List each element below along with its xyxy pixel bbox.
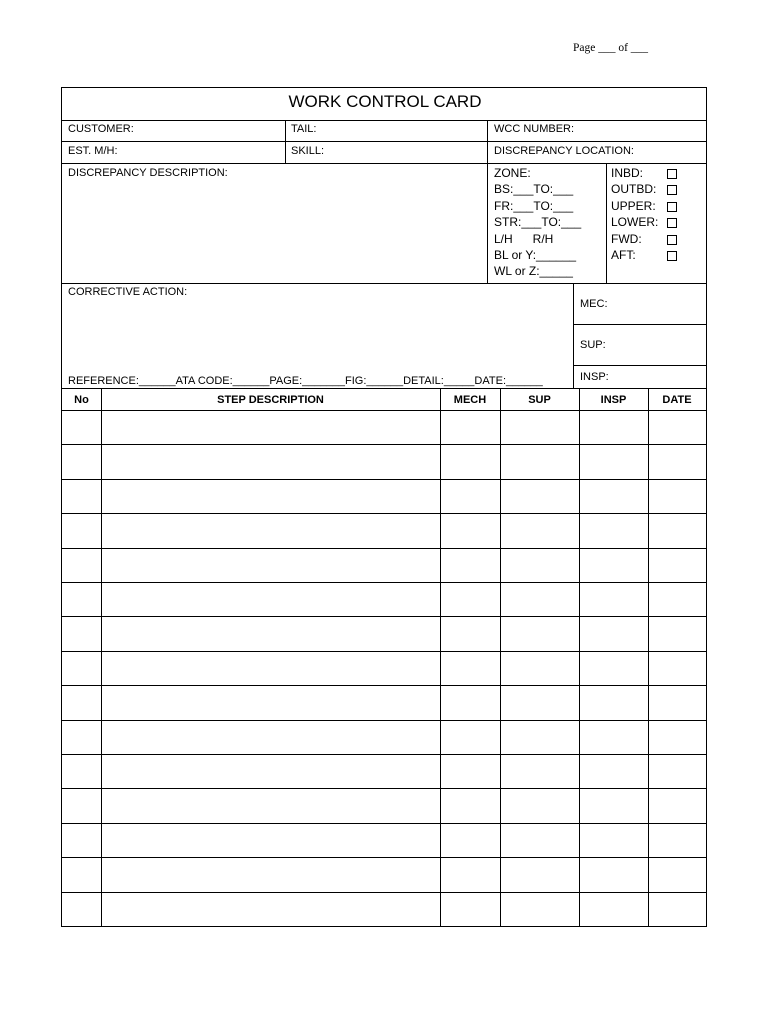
table-row xyxy=(62,548,706,582)
step-cell-insp[interactable] xyxy=(579,721,648,754)
step-cell-mech[interactable] xyxy=(440,617,500,650)
location-option-fwd xyxy=(611,231,703,247)
step-cell-mech[interactable] xyxy=(440,652,500,685)
step-cell-no[interactable] xyxy=(62,686,101,719)
table-row xyxy=(62,720,706,754)
column-header-insp: INSP xyxy=(600,394,627,406)
fwd-checkbox[interactable] xyxy=(667,235,677,245)
customer-label: CUSTOMER: xyxy=(68,123,134,135)
step-cell-step-description[interactable] xyxy=(101,549,440,582)
step-cell-insp[interactable] xyxy=(579,755,648,788)
step-cell-step-description[interactable] xyxy=(101,686,440,719)
step-cell-sup[interactable] xyxy=(500,445,579,478)
step-cell-date[interactable] xyxy=(648,410,706,444)
lower-checkbox[interactable] xyxy=(667,218,677,228)
zone-line: STR:___TO:___ xyxy=(494,215,582,230)
step-cell-no[interactable] xyxy=(62,789,101,822)
step-cell-step-description[interactable] xyxy=(101,858,440,891)
zone-block xyxy=(494,165,581,280)
step-cell-mech[interactable] xyxy=(440,686,500,719)
zone-line: FR:___TO:___ xyxy=(494,198,574,213)
aft-checkbox[interactable] xyxy=(667,251,677,261)
step-cell-sup[interactable] xyxy=(500,824,579,857)
step-cell-insp[interactable] xyxy=(579,549,648,582)
table-row xyxy=(62,410,706,444)
discrepancy-description-label: DISCREPANCY DESCRIPTION: xyxy=(68,167,228,179)
step-cell-insp[interactable] xyxy=(579,824,648,857)
step-cell-no[interactable] xyxy=(62,858,101,891)
location-option-label: OUTBD: xyxy=(611,182,657,197)
sup-signoff-label: SUP: xyxy=(580,339,606,351)
step-cell-no[interactable] xyxy=(62,893,101,926)
location-options xyxy=(611,165,703,263)
step-cell-mech[interactable] xyxy=(440,789,500,822)
step-cell-no[interactable] xyxy=(62,824,101,857)
step-cell-step-description[interactable] xyxy=(101,893,440,926)
step-cell-no[interactable] xyxy=(62,755,101,788)
step-cell-no[interactable] xyxy=(62,583,101,616)
discrepancy-location-label: DISCREPANCY LOCATION: xyxy=(494,145,634,157)
step-cell-no[interactable] xyxy=(62,410,101,444)
column-header-mech: MECH xyxy=(453,394,487,406)
location-option-inbd xyxy=(611,165,703,181)
step-cell-date[interactable] xyxy=(648,583,706,616)
step-cell-mech[interactable] xyxy=(440,721,500,754)
zone-line: L/H R/H xyxy=(494,231,554,246)
step-cell-date[interactable] xyxy=(648,789,706,822)
step-cell-mech[interactable] xyxy=(440,549,500,582)
step-cell-no[interactable] xyxy=(62,617,101,650)
step-cell-step-description[interactable] xyxy=(101,445,440,478)
table-row xyxy=(62,582,706,616)
step-cell-date[interactable] xyxy=(648,858,706,891)
upper-checkbox[interactable] xyxy=(667,202,677,212)
location-option-label: AFT: xyxy=(611,247,636,262)
step-cell-step-description[interactable] xyxy=(101,480,440,513)
table-row xyxy=(62,754,706,788)
step-cell-sup[interactable] xyxy=(500,652,579,685)
table-row xyxy=(62,479,706,513)
wcc-number-label: WCC NUMBER: xyxy=(494,123,575,135)
step-cell-insp[interactable] xyxy=(579,410,648,444)
step-cell-insp[interactable] xyxy=(579,445,648,478)
zone-line: BS:___TO:___ xyxy=(494,182,574,197)
step-cell-date[interactable] xyxy=(648,549,706,582)
step-cell-sup[interactable] xyxy=(500,893,579,926)
step-cell-no[interactable] xyxy=(62,652,101,685)
column-header-sup: SUP xyxy=(528,394,551,406)
step-cell-date[interactable] xyxy=(648,824,706,857)
step-cell-sup[interactable] xyxy=(500,410,579,444)
step-cell-step-description[interactable] xyxy=(101,617,440,650)
table-row xyxy=(62,788,706,822)
step-cell-mech[interactable] xyxy=(440,410,500,444)
step-cell-date[interactable] xyxy=(648,652,706,685)
table-row xyxy=(62,685,706,719)
step-cell-date[interactable] xyxy=(648,755,706,788)
location-option-label: LOWER: xyxy=(611,215,659,230)
step-cell-mech[interactable] xyxy=(440,858,500,891)
location-option-aft xyxy=(611,247,703,263)
step-cell-mech[interactable] xyxy=(440,893,500,926)
skill-label: SKILL: xyxy=(291,145,325,157)
step-cell-no[interactable] xyxy=(62,721,101,754)
inbd-checkbox[interactable] xyxy=(667,169,677,179)
zone-line: WL or Z:_____ xyxy=(494,264,573,279)
step-cell-date[interactable] xyxy=(648,445,706,478)
step-cell-insp[interactable] xyxy=(579,893,648,926)
step-cell-date[interactable] xyxy=(648,514,706,547)
location-option-lower xyxy=(611,214,703,230)
card-title: WORK CONTROL CARD xyxy=(288,92,482,111)
step-cell-step-description[interactable] xyxy=(101,755,440,788)
step-cell-date[interactable] xyxy=(648,893,706,926)
mec-signoff-label: MEC: xyxy=(580,298,608,310)
step-cell-sup[interactable] xyxy=(500,755,579,788)
step-cell-date[interactable] xyxy=(648,686,706,719)
corrective-action-label: CORRECTIVE ACTION: xyxy=(68,286,188,298)
location-option-label: FWD: xyxy=(611,231,642,246)
step-cell-date[interactable] xyxy=(648,617,706,650)
est-mh-label: EST. M/H: xyxy=(68,145,118,157)
step-cell-sup[interactable] xyxy=(500,858,579,891)
step-cell-sup[interactable] xyxy=(500,789,579,822)
step-cell-insp[interactable] xyxy=(579,617,648,650)
work-control-card xyxy=(61,87,707,927)
zone-line: ZONE: xyxy=(494,166,531,180)
table-row xyxy=(62,444,706,478)
table-row xyxy=(62,892,706,926)
step-cell-insp[interactable] xyxy=(579,686,648,719)
step-cell-date[interactable] xyxy=(648,480,706,513)
step-cell-sup[interactable] xyxy=(500,514,579,547)
location-option-label: UPPER: xyxy=(611,198,656,213)
step-cell-sup[interactable] xyxy=(500,480,579,513)
step-cell-mech[interactable] xyxy=(440,445,500,478)
step-cell-step-description[interactable] xyxy=(101,583,440,616)
step-cell-mech[interactable] xyxy=(440,824,500,857)
outbd-checkbox[interactable] xyxy=(667,185,677,195)
page-indicator: Page ___ of ___ xyxy=(573,42,649,54)
column-header-date: DATE xyxy=(662,394,692,406)
step-cell-insp[interactable] xyxy=(579,652,648,685)
step-cell-insp[interactable] xyxy=(579,789,648,822)
step-cell-no[interactable] xyxy=(62,514,101,547)
step-cell-sup[interactable] xyxy=(500,617,579,650)
step-cell-no[interactable] xyxy=(62,445,101,478)
table-row xyxy=(62,823,706,857)
table-row xyxy=(62,616,706,650)
insp-signoff-label: INSP: xyxy=(580,371,609,383)
zone-line: BL or Y:______ xyxy=(494,248,577,263)
step-cell-insp[interactable] xyxy=(579,514,648,547)
column-header-step-description: STEP DESCRIPTION xyxy=(217,394,324,406)
step-cell-step-description[interactable] xyxy=(101,789,440,822)
step-cell-step-description[interactable] xyxy=(101,410,440,444)
step-cell-mech[interactable] xyxy=(440,480,500,513)
step-cell-insp[interactable] xyxy=(579,858,648,891)
step-cell-sup[interactable] xyxy=(500,721,579,754)
step-cell-insp[interactable] xyxy=(579,583,648,616)
step-cell-mech[interactable] xyxy=(440,755,500,788)
location-option-upper xyxy=(611,198,703,214)
location-option-outbd xyxy=(611,181,703,197)
step-cell-mech[interactable] xyxy=(440,514,500,547)
step-cell-step-description[interactable] xyxy=(101,824,440,857)
step-cell-step-description[interactable] xyxy=(101,652,440,685)
location-option-label: INBD: xyxy=(611,166,644,180)
step-cell-step-description[interactable] xyxy=(101,721,440,754)
step-cell-sup[interactable] xyxy=(500,583,579,616)
step-cell-no[interactable] xyxy=(62,549,101,582)
step-cell-step-description[interactable] xyxy=(101,514,440,547)
table-row xyxy=(62,651,706,685)
step-cell-sup[interactable] xyxy=(500,686,579,719)
tail-label: TAIL: xyxy=(291,123,317,135)
step-cell-no[interactable] xyxy=(62,480,101,513)
step-cell-mech[interactable] xyxy=(440,583,500,616)
step-cell-date[interactable] xyxy=(648,721,706,754)
step-cell-insp[interactable] xyxy=(579,480,648,513)
reference-line: REFERENCE:______ATA CODE:______PAGE:_______FIG:______DETAIL:_____DATE:______ xyxy=(68,375,543,387)
step-cell-sup[interactable] xyxy=(500,549,579,582)
table-row xyxy=(62,857,706,891)
column-header-no: No xyxy=(74,394,89,406)
table-row xyxy=(62,513,706,547)
